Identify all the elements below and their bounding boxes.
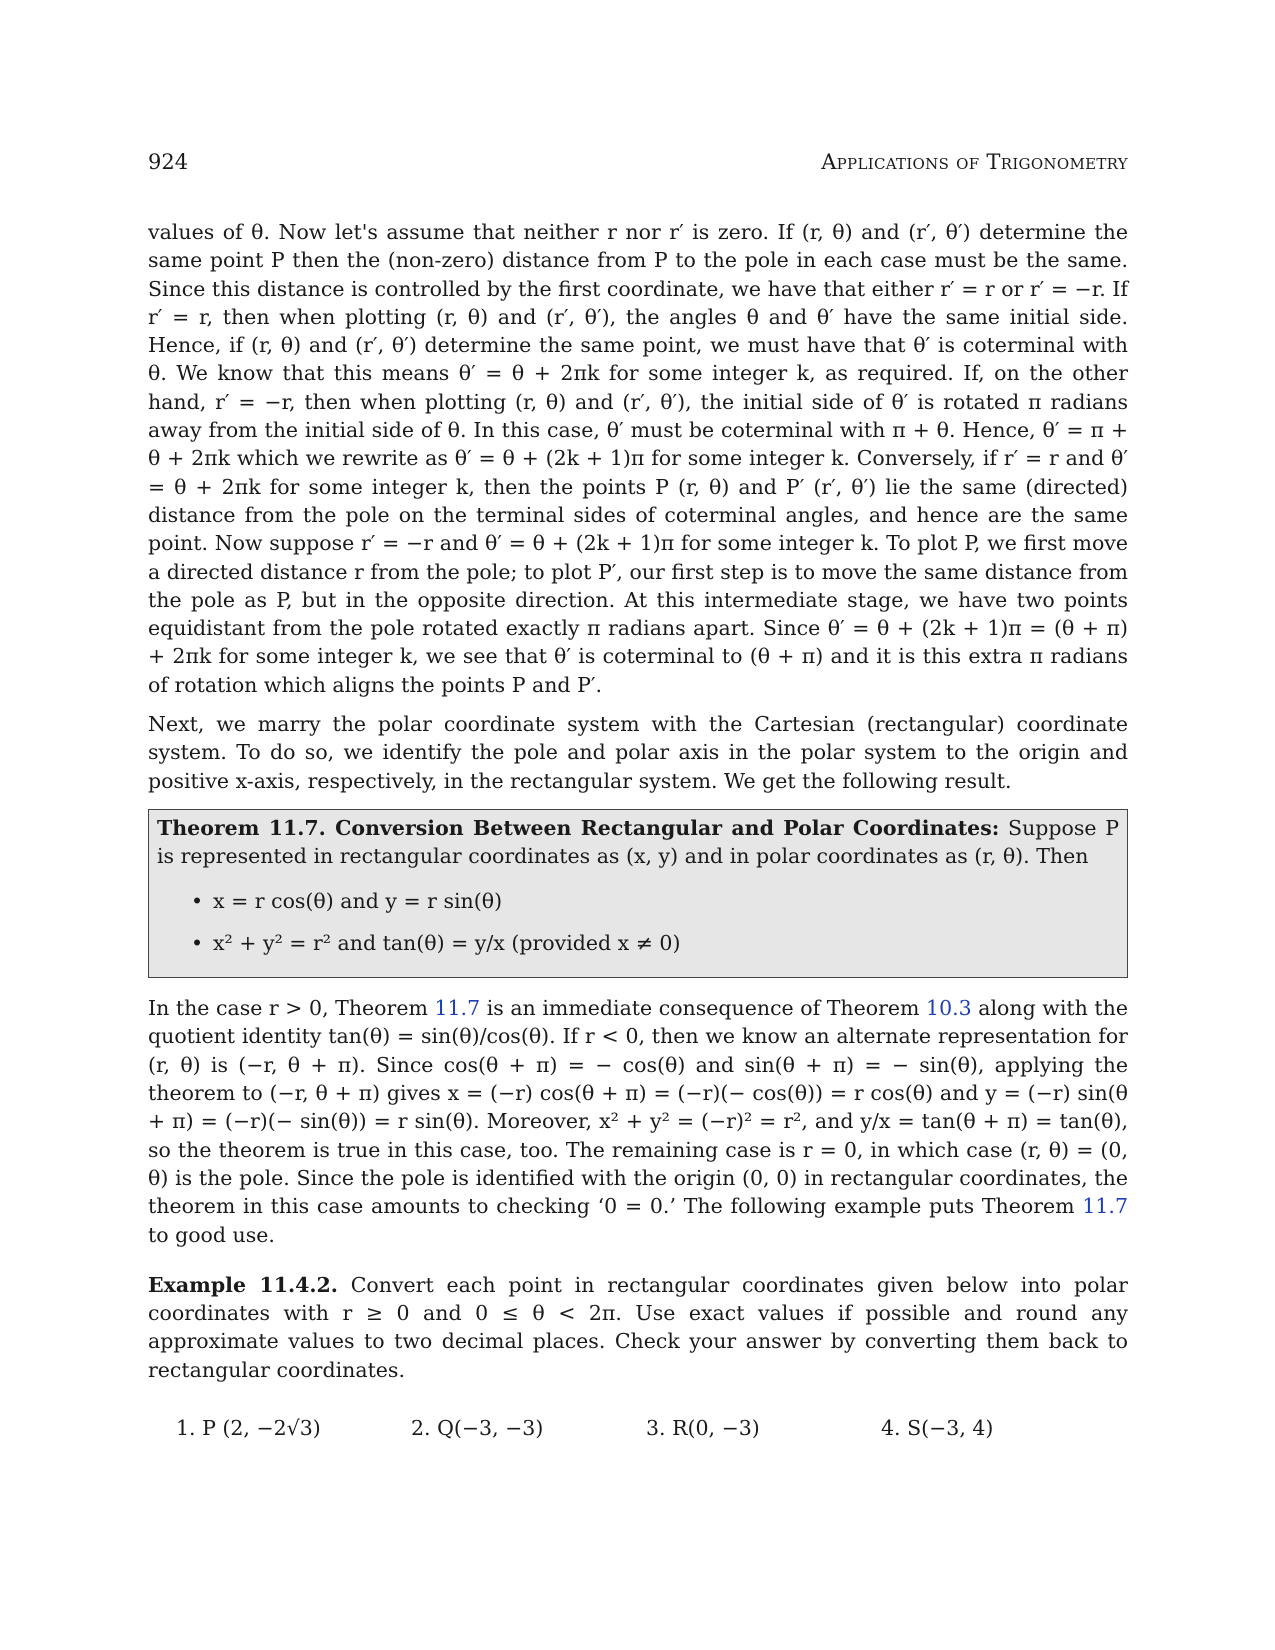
theorem-heading: Theorem 11.7. Conversion Between Rectangular and Polar Coordinates: xyxy=(157,815,1000,840)
paragraph-intro: Next, we marry the polar coordinate system with the Cartesian (rectangular) coordinate system. To do so, we identify the pole and polar axis in the polar system to the origin and positive x-axis, respectively, in the rectangular system. We get the following result. xyxy=(148,712,1128,793)
theorem-intro: Suppose P is represented in rectangular coordinates as (x, y) and in polar coordinates as (r, θ). Then xyxy=(157,815,1119,869)
theorem-link[interactable]: 10.3 xyxy=(926,996,972,1021)
paragraph-proof-continued: values of θ. Now let's assume that neither r nor r′ is zero. If (r, θ) and (r′, θ′) determine the same point P then the (non-zero) distance from P to the pole in each case must be the same. Since this distance is controlled by the first coordinate, we have that either r′ = r or r′ = −r. If r′ = r, then when plotting (r, θ) and (r′, θ′), the angles θ and θ′ have the same initial side. Hence, if (r, θ) and (r′, θ′) determine the same point, we must have that θ′ is coterminal with θ. We know that this means θ′ = θ + 2πk for some integer k, as required. If, on the other hand, r′ = −r, then when plotting (r, θ) and (r′, θ′), the initial side of θ′ is rotated π radians away from the initial side of θ. In this case, θ′ must be coterminal with π + θ. Hence, θ′ = π + θ + 2πk which we rewrite as θ′ = θ + (2k + 1)π for some integer k. Conversely, if r′ = r and θ′ = θ + 2πk for some integer k, then the points P (r, θ) and P′ (r′, θ′) lie the same (directed) distance from the pole on the terminal sides of coterminal angles, and hence are the same point. Now suppose r′ = −r and θ′ = θ + (2k + 1)π for some integer k. To plot P, we first move a directed distance r from the pole; to plot P′, our first step is to move the same distance from the pole as P, but in the opposite direction. At this intermediate stage, we have two points equidistant from the pole rotated exactly π radians apart. Since θ′ = θ + (2k + 1)π = (θ + π) + 2πk for some integer k, we see that θ′ is coterminal to (θ + π) and it is this extra π radians of rotation which aligns the points P and P′. xyxy=(148,220,1128,697)
proof-text: In the case r > 0, Theorem xyxy=(148,996,435,1021)
proof-text: to good use. xyxy=(148,1222,275,1247)
example-part: 1. P (2, −2√3) xyxy=(176,1415,321,1440)
main-content xyxy=(148,218,1128,1442)
example-part: 4. S(−3, 4) xyxy=(881,1415,994,1440)
theorem-list xyxy=(157,887,1119,958)
theorem-link[interactable]: 11.7 xyxy=(434,996,481,1021)
theorem-item: • x = r cos(θ) and y = r sin(θ) xyxy=(191,887,1119,915)
example-part: 3. R(0, −3) xyxy=(646,1415,760,1440)
chapter-title: Applications of Trigonometry xyxy=(821,150,1128,174)
example-parts xyxy=(148,1414,1128,1442)
proof-text: along with the quotient identity tan(θ) = sin(θ)/cos(θ). If r < 0, then we know an alternate representation for (r, θ) is (−r, θ + π). Since cos(θ + π) = − cos(θ) and sin(θ + π) = − sin(θ), applying the theorem to (−r, θ + π) gives x = (−r) cos(θ + π) = (−r)(− cos(θ)) = r cos(θ) and y = (−r) sin(θ + π) = (−r)(− sin(θ)) = r sin(θ). Moreover, x² + y² = (−r)² = r², and y/x = tan(θ + π) = tan(θ), so the theorem is true in this case, too. The remaining case is r = 0, in which case (r, θ) = (0, θ) is the pole. Since the pole is identified with the origin (0, 0) in rectangular coordinates, the theorem in this case amounts to checking ‘0 = 0.’ The following example puts Theorem xyxy=(148,996,1128,1219)
theorem-item: • x² + y² = r² and tan(θ) = y/x (provided x ≠ 0) xyxy=(191,929,1119,957)
example-text: Convert each point in rectangular coordinates given below into polar coordinates with r ≥ 0 and 0 ≤ θ < 2π. Use exact values if possible and round any approximate values to two decimal places. Check your answer by converting them back to rectangular coordinates. xyxy=(148,1272,1128,1382)
theorem-link[interactable]: 11.7 xyxy=(1082,1194,1128,1219)
theorem-box xyxy=(148,809,1128,978)
example-part: 2. Q(−3, −3) xyxy=(411,1415,544,1440)
example-label: Example 11.4.2. xyxy=(148,1272,338,1297)
example xyxy=(148,1271,1128,1384)
proof-text: is an immediate consequence of Theorem xyxy=(480,996,927,1021)
page-number: 924 xyxy=(148,150,189,174)
paragraph-proof xyxy=(148,994,1128,1249)
